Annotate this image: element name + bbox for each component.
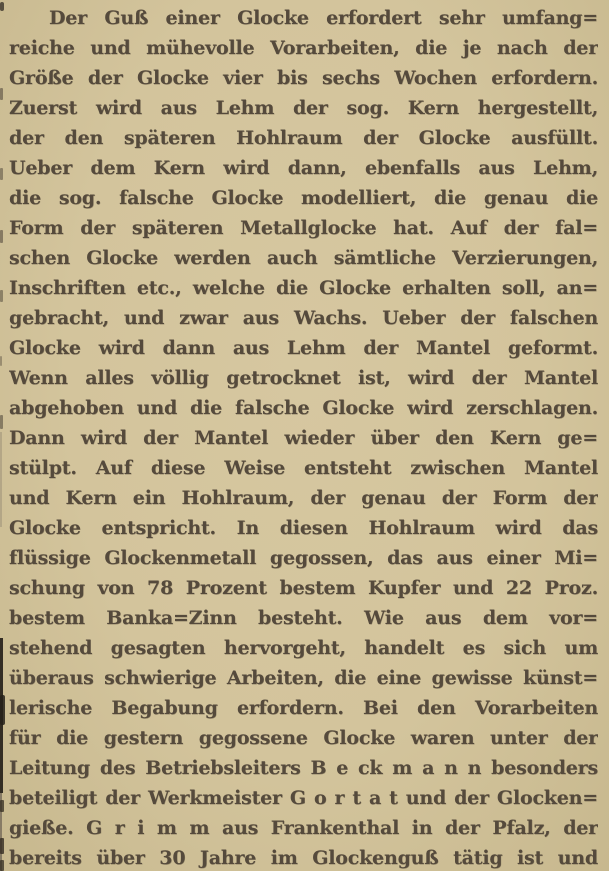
text-line: flüssige Glockenmetall gegossen, das aus einer Mi=: [9, 547, 598, 569]
scan-artifact-mark: [0, 638, 3, 793]
text-line: stülpt. Auf diese Weise entsteht zwischen Mantel: [9, 457, 598, 479]
scan-artifact-mark: [0, 88, 3, 100]
scan-artifact-mark: [0, 838, 4, 854]
text-line: für die gestern gegossene Glocke waren unter der: [9, 727, 598, 749]
article-text-column: [9, 3, 598, 871]
text-line: Glocke wird dann aus Lehm der Mantel geformt.: [9, 337, 598, 359]
scan-artifact-mark: [0, 800, 4, 812]
scan-artifact-mark: [0, 860, 4, 871]
text-line: der den späteren Hohlraum der Glocke ausfüllt.: [9, 127, 598, 149]
scan-artifact-mark: [0, 230, 3, 243]
text-line: gieße. G r i m m aus Frankenthal in der Pfalz, der: [9, 817, 598, 839]
text-line: bereits über 30 Jahre im Glockenguß tätig ist und: [9, 847, 598, 869]
text-line: Wenn alles völlig getrocknet ist, wird der Mantel: [9, 367, 598, 389]
scan-artifact-mark: [0, 168, 3, 180]
text-line: Inschriften etc., welche die Glocke erhalten soll, an=: [9, 277, 598, 299]
text-line: reiche und mühevolle Vorarbeiten, die je nach der: [9, 37, 598, 59]
text-line: abgehoben und die falsche Glocke wird zerschlagen.: [9, 397, 598, 419]
text-line: schen Glocke werden auch sämtliche Verzierungen,: [9, 247, 598, 269]
scan-artifact-mark: [0, 290, 3, 302]
scan-artifact-mark: [0, 793, 2, 871]
scan-artifact-mark: [0, 695, 5, 725]
text-line: Ueber dem Kern wird dann, ebenfalls aus Lehm,: [9, 157, 598, 179]
text-line: beteiligt der Werkmeister G o r t a t und der Glocken=: [9, 787, 598, 809]
scan-artifact-mark: [0, 356, 2, 366]
text-line: Glocke entspricht. In diesen Hohlraum wird das: [9, 517, 598, 539]
text-line: stehend gesagten hervorgeht, handelt es sich um: [9, 637, 598, 659]
scan-artifact-mark: [0, 2, 4, 11]
text-line: gebracht, und zwar aus Wachs. Ueber der falschen: [9, 307, 598, 329]
text-line: lerische Begabung erfordern. Bei den Vorarbeiten: [9, 697, 598, 719]
text-line: Leitung des Betriebsleiters B e ck m a n n besonders: [9, 757, 598, 779]
text-line: überaus schwierige Arbeiten, die eine gewisse künst=: [9, 667, 598, 689]
text-line: Der Guß einer Glocke erfordert sehr umfang=: [49, 7, 598, 29]
text-line: Form der späteren Metallglocke hat. Auf der fal=: [9, 217, 598, 239]
text-line: schung von 78 Prozent bestem Kupfer und 22 Proz.: [9, 577, 598, 599]
text-line: Größe der Glocke vier bis sechs Wochen erfordern.: [9, 67, 598, 89]
text-line: die sog. falsche Glocke modelliert, die genau die: [9, 187, 598, 209]
text-line: Zuerst wird aus Lehm der sog. Kern hergestellt,: [9, 97, 598, 119]
text-line: bestem Banka=Zinn besteht. Wie aus dem vor=: [9, 607, 598, 629]
text-line: Dann wird der Mantel wieder über den Kern ge=: [9, 427, 598, 449]
scan-artifact-mark: [0, 432, 2, 527]
text-line: und Kern ein Hohlraum, der genau der Form der: [9, 487, 598, 509]
scan-artifact-mark: [0, 415, 3, 429]
